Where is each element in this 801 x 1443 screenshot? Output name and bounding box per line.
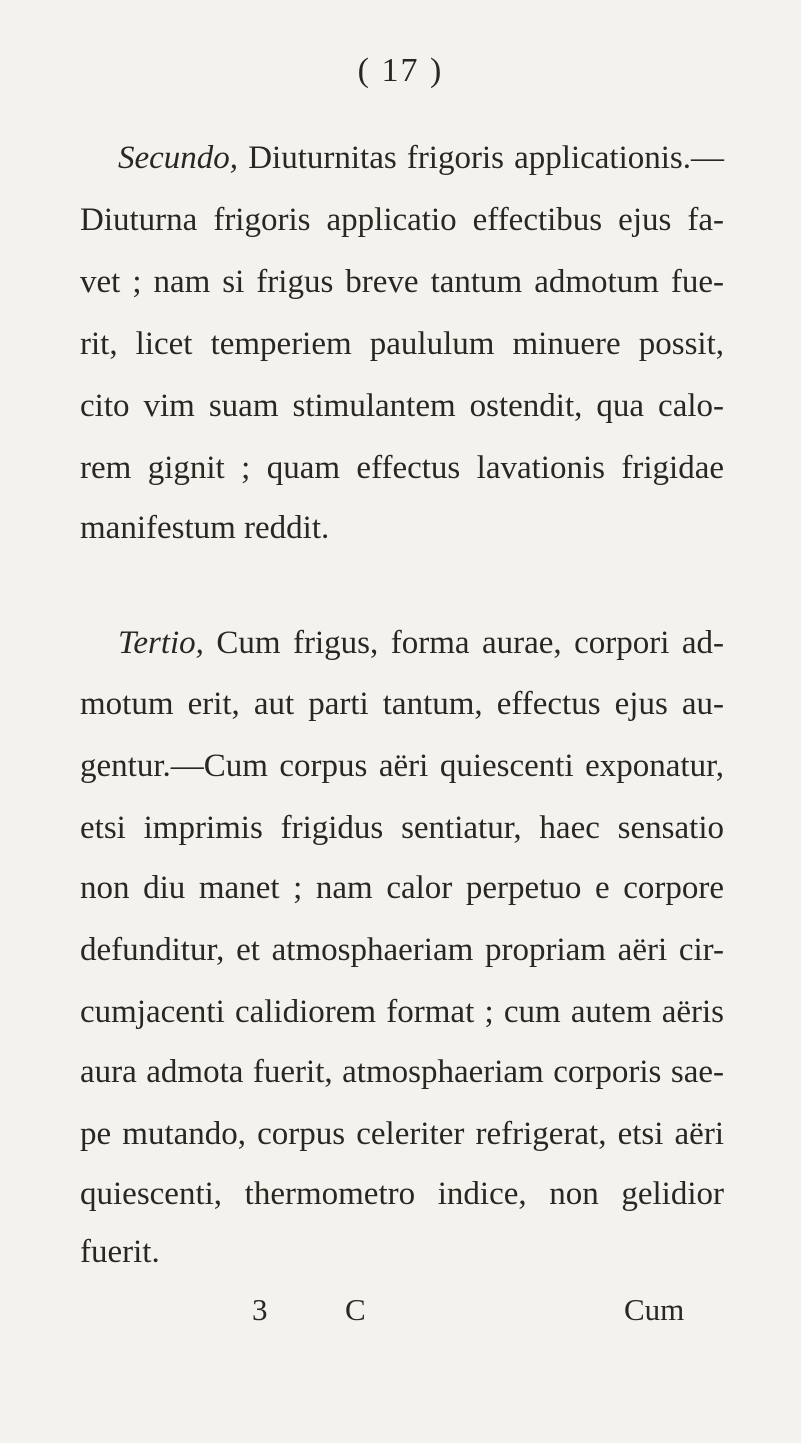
paragraph-2-line-4: etsi imprimis frigidus sentiatur, haec sensatio (80, 810, 724, 846)
paragraph-2-text: Cum frigus, forma aurae, corpori ad- (216, 625, 725, 661)
paragraph-2-line-5: non diu manet ; nam calor perpetuo e corpore (80, 870, 724, 906)
signature-letter: C (345, 1292, 366, 1327)
paragraph-1-text: Diuturnitas frigoris applicationis.— (248, 140, 725, 176)
paragraph-2-line-3: gentur.—Cum corpus aëri quiescenti exponatur, (80, 748, 724, 784)
paragraph-2-line-6: defunditur, et atmosphaeriam propriam aëri cir- (80, 932, 724, 968)
paragraph-2-line-11: fuerit. (80, 1234, 160, 1270)
page-number: ( 17 ) (357, 52, 444, 89)
paragraph-2-line-2: motum erit, aut parti tantum, effectus ejus au- (80, 686, 724, 722)
paragraph-2-line-1 (118, 621, 724, 665)
paragraph-2-line-8: aura admota fuerit, atmosphaeriam corporis sae- (80, 1054, 724, 1090)
paragraph-1-line-7: manifestum reddit. (80, 510, 330, 546)
paragraph-1-line-5: cito vim suam stimulantem ostendit, qua calo- (80, 388, 724, 424)
paragraph-1-line-2: Diuturna frigoris applicatio effectibus ejus fa- (80, 202, 724, 238)
paragraph-1-line-4: rit, licet temperiem paululum minuere possit, (80, 326, 724, 362)
paragraph-2-line-7: cumjacenti calidiorem format ; cum autem aëris (80, 994, 724, 1030)
paragraph-2-line-10: quiescenti, thermometro indice, non gelidior (80, 1176, 724, 1212)
paragraph-1-line-6: rem gignit ; quam effectus lavationis frigidae (80, 450, 724, 486)
paragraph-1-line-1 (118, 136, 724, 180)
catchword: Cum (624, 1292, 685, 1327)
paragraph-1-label: Secundo, (118, 140, 239, 176)
paragraph-2-label: Tertio, (118, 625, 204, 661)
paragraph-2-line-9: pe mutando, corpus celeriter refrigerat, etsi aëri (80, 1116, 724, 1152)
signature-number: 3 (252, 1292, 268, 1327)
paragraph-1-line-3: vet ; nam si frigus breve tantum admotum fue- (80, 264, 724, 300)
